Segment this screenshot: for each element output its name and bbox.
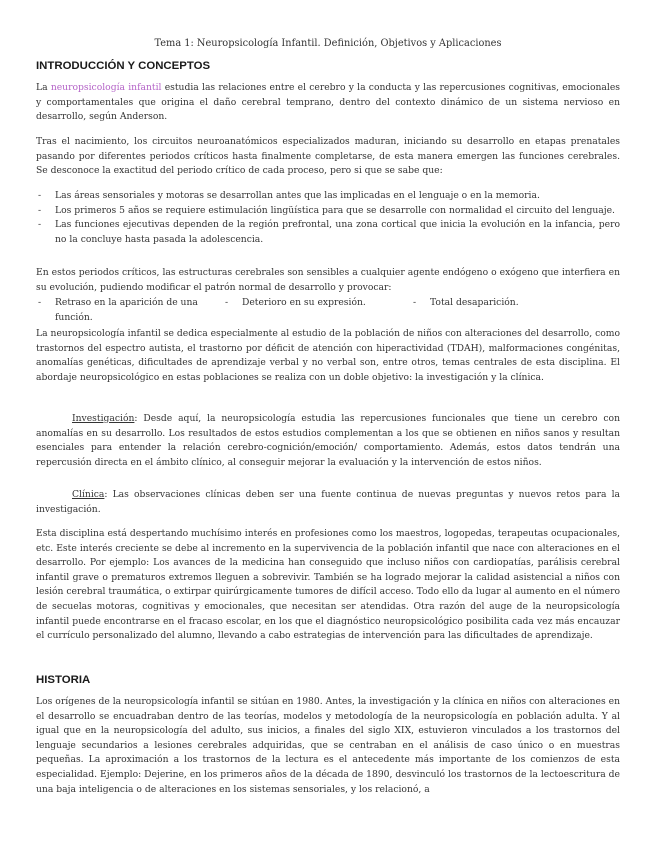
history-paragraph-1: Los orígenes de la neuropsicología infantil se sitúan en 1980. Antes, la investigación y la clínica en niños con alteraciones en el desarrollo se encuadraban dentro de las teorías, modelos y metodología de la neuropsicología en población adulta. Y al igual que en la neuropsicología del adulto, sus inicios, a finales del siglo XIX, estuvieron vinculados a los trastornos del lenguaje secundarios a lesiones cerebrales adquiridas, que se centraban en el análisis de caso único o en muestras pequeñas. La aproximación a los trastornos de la lectura es el antecedente más importante de los comienzos de esta especialidad. Ejemplo: Dejerine, en los primeros años de la década de 1890, desvinculó los trastornos de la lectoescritura de una baja inteligencia o de alteraciones en los sistemas sensoriales, y los relacionó, a <box>36 696 620 795</box>
list-item: - Deterioro en su expresión. <box>242 296 366 311</box>
intro-paragraph-1 <box>36 81 620 125</box>
list-item: - Retraso en la aparición de una función. <box>55 296 205 325</box>
list-item: - Las áreas sensoriales y motoras se desarrollan antes que las implicadas en el lenguaje o en la memoria. <box>36 189 620 204</box>
intro-p1-rest: estudia las relaciones entre el cerebro y la conducta y las repercusiones cognitivas, emocionales y comportamentales que origina el daño cerebral temprano, dentro del contexto dinámico de un sistema nervioso en desarrollo, según Anderson. <box>36 82 621 123</box>
clinic-text: : Las observaciones clínicas deben ser una fuente continua de nuevas preguntas y nuevos retos para la investigación. <box>36 489 620 515</box>
section-title-history: HISTORIA <box>36 674 91 686</box>
list-item: - Total desaparición. <box>430 296 519 311</box>
highlighted-term: neuropsicología infantil <box>50 82 162 93</box>
investigation-label: Investigación <box>72 413 135 424</box>
section-title-intro: INTRODUCCIÓN Y CONCEPTOS <box>36 60 211 72</box>
maturation-list <box>36 189 620 247</box>
consequences-list <box>36 296 620 326</box>
list-item: - Los primeros 5 años se requiere estimulación lingüística para que se desarrolle con normalidad el circuito del lenguaje. <box>36 204 620 219</box>
clinic-label: Clínica <box>72 489 105 500</box>
intro-paragraph-4: La neuropsicología infantil se dedica especialmente al estudio de la población de niños con alteraciones del desarrollo, como trastornos del espectro autista, el trastorno por déficit de atención con hiperactividad (TDAH), malformaciones congénitas, anomalías genéticas, dificultades de aprendizaje verbal y no verbal son, entre otros, temas centrales de esta disciplina. El abordaje neuropsicológico en estas poblaciones se realiza con un doble objetivo: la investigación y la clínica. <box>36 328 620 383</box>
intro-p1-lead: La <box>36 82 51 93</box>
intro-paragraph-2: Tras el nacimiento, los circuitos neuroanatómicos especializados maduran, iniciando su desarrollo en etapas prenatales pasando por diferentes periodos críticos hasta finalmente completarse, de esta manera emergen las funciones cerebrales. Se desconoce la exactitud del periodo crítico de cada proceso, pero si que se sabe que: <box>36 136 620 177</box>
clinic-paragraph <box>36 488 620 517</box>
intro-paragraph-3: En estos periodos críticos, las estructuras cerebrales son sensibles a cualquier agente endógeno o exógeno que interfiera en su evolución, pudiendo modificar el patrón normal de desarrollo y provocar: <box>36 267 620 293</box>
page-header: Tema 1: Neuropsicología Infantil. Definición, Objetivos y Aplicaciones <box>154 38 502 49</box>
list-item: - Las funciones ejecutivas dependen de la región prefrontal, una zona cortical que inicia la evolución en la infancia, pero no la concluye hasta pasada la adolescencia. <box>36 218 620 247</box>
investigation-paragraph <box>36 412 620 470</box>
intro-paragraph-5: Esta disciplina está despertando muchísimo interés en profesiones como los maestros, logopedas, terapeutas ocupacionales, etc. Este interés creciente se debe al incremento en la supervivencia de la población infantil que nace con alteraciones en el desarrollo. Por ejemplo: Los avances de la medicina han conseguido que incluso niños con cardiopatías, parálisis cerebral infantil grave o prematuros extremos lleguen a sobrevivir. También se ha logrado mejorar la calidad asistencial a niños con lesión cerebral traumática, o extirpar quirúrgicamente tumores de difícil acceso. Todo ello da lugar al aumento en el número de secuelas motoras, cognitivas y emocionales, que necesitan ser atendidas. Otra razón del auge de la neuropsicología infantil puede encontrarse en el fracaso escolar, en los que el diagnóstico neuropsicológico posibilita cada vez más encauzar el currículo personalizado del alumno, llevando a cabo estrategias de intervención para las dificultades de aprendizaje. <box>36 528 620 642</box>
investigation-text: : Desde aquí, la neuropsicología estudia las repercusiones funcionales que tiene un cerebro con anomalías en su desarrollo. Los resultados de estos estudios complementan a los que se obtienen en niños sanos y resultan esenciales para entender la relación cerebro-cognición/emoción/ comportamiento. Además, estos datos tendrán una repercusión directa en el ámbito clínico, al conseguir mejorar la evaluación y la intervención de estos niños. <box>36 413 620 468</box>
